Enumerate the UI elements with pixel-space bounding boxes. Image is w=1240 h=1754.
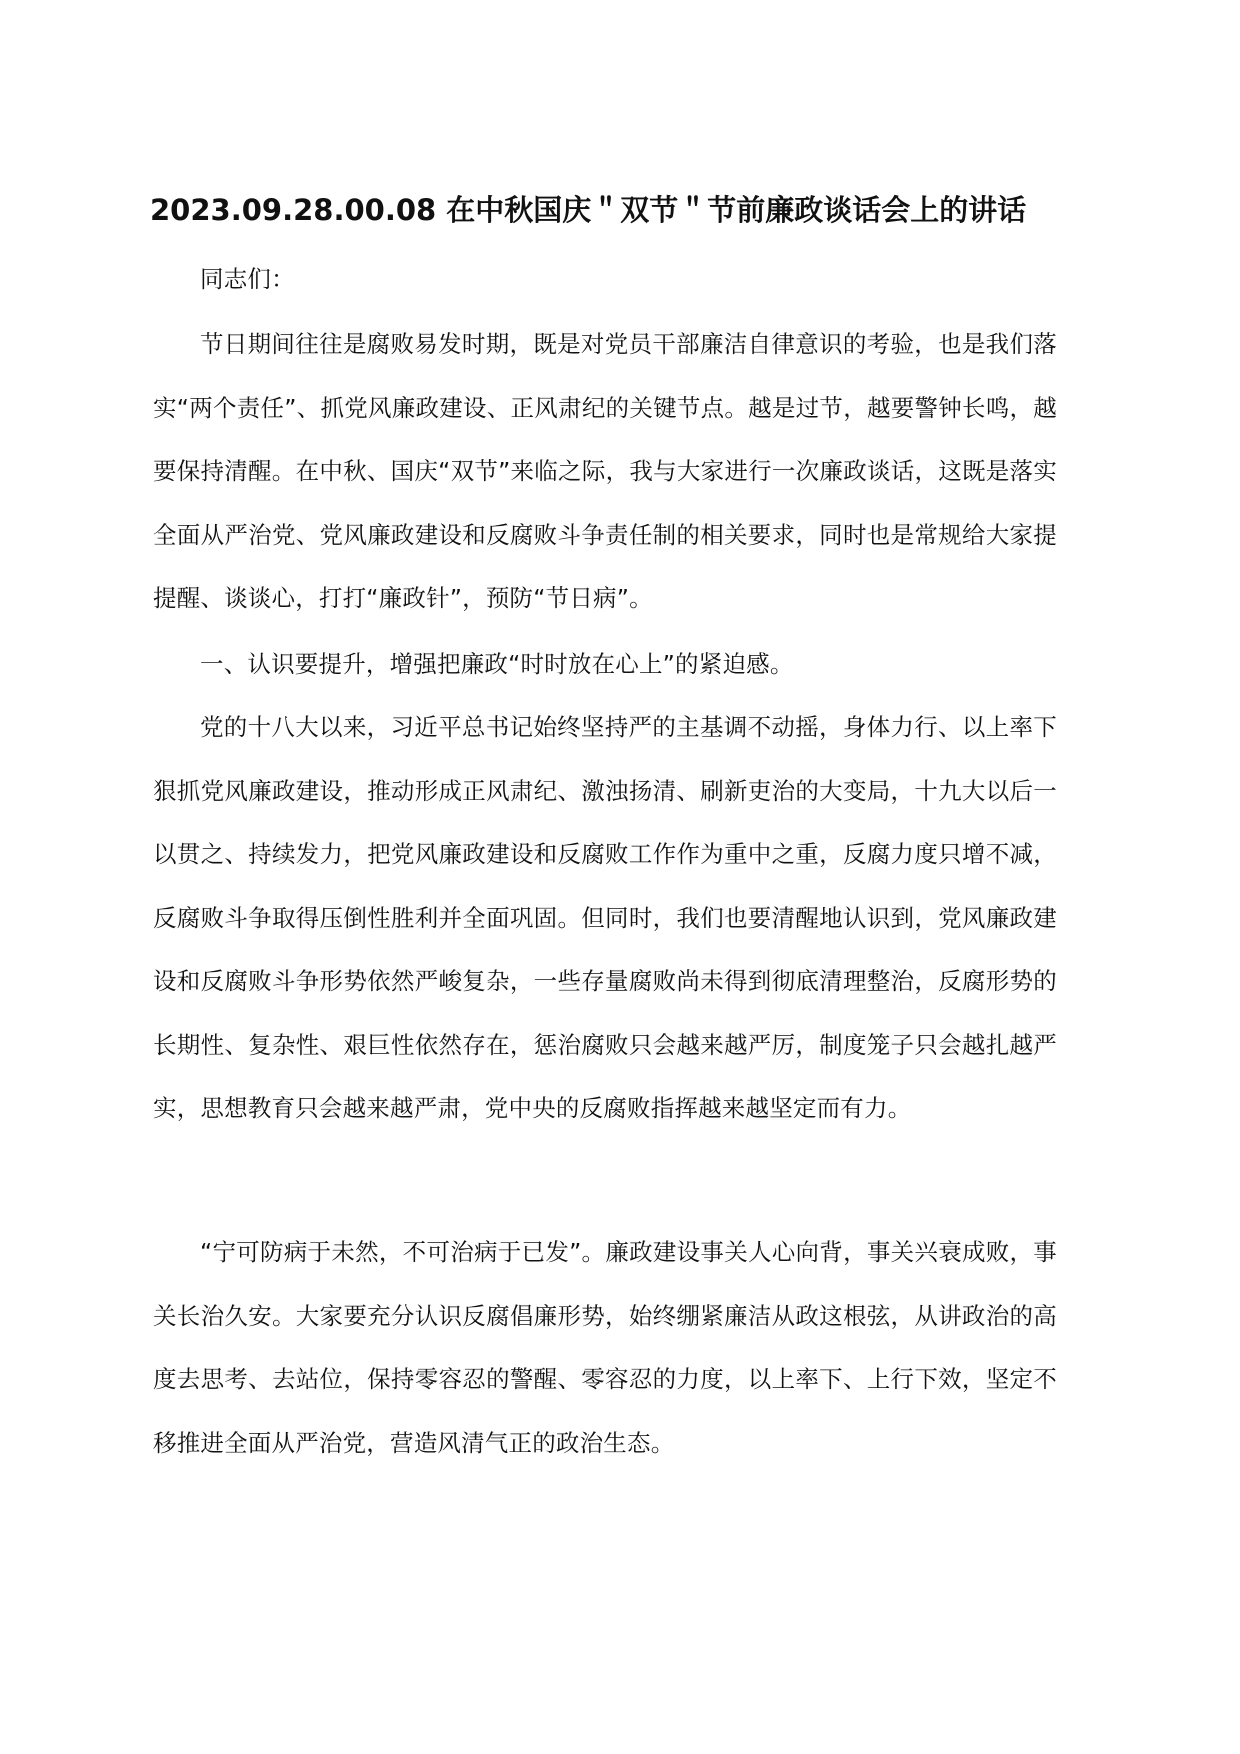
paragraph-intro: 节日期间往往是腐败易发时期，既是对党员干部廉洁自律意识的考验，也是我们落实“两个责任”、抓党风廉政建设、正风肃纪的关键节点。越是过节，越要警钟长鸣，越要保持清醒。在中秋、国庆“双节”来临之际，我与大家进行一次廉政谈话，这既是落实全面从严治党、党风廉政建设和反腐败斗争责任制的相关要求，同时也是常规给大家提提醒、谈谈心，打打“廉政针”，预防“节日病”。 — [153, 330, 1057, 612]
paragraph-section-1: 党的十八大以来，习近平总书记始终坚持严的主基调不动摇，身体力行、以上率下狠抓党风廉政建设，推动形成正风肃纪、激浊扬清、刷新吏治的大变局，十九大以后一以贯之、持续发力，把党风廉政建设和反腐败工作作为重中之重，反腐力度只增不减，反腐败斗争取得压倒性胜利并全面巩固。但同时，我们也要清醒地认识到，党风廉政建设和反腐败斗争形势依然严峻复杂，一些存量腐败尚未得到彻底清理整治，反腐形势的长期性、复杂性、艰巨性依然存在，惩治腐败只会越来越严厉，制度笼子只会越扎越严实，思想教育只会越来越严肃，党中央的反腐败指挥越来越坚定而有力。 — [153, 713, 1057, 1122]
paragraph-section-1-continued: “宁可防病于未然，不可治病于已发”。廉政建设事关人心向背，事关兴衰成败，事关长治久安。大家要充分认识反腐倡廉形势，始终绷紧廉洁从政这根弦，从讲政治的高度去思考、去站位，保持零容忍的警醒、零容忍的力度，以上率下、上行下效，坚定不移推进全面从严治党，营造风清气正的政治生态。 — [153, 1238, 1057, 1457]
salutation: 同志们： — [200, 265, 295, 293]
section-heading-1: 一、认识要提升，增强把廉政“时时放在心上”的紧迫感。 — [200, 650, 794, 678]
document-title: 2023.09.28.00.08 在中秋国庆＂双节＂节前廉政谈话会上的讲话 — [150, 193, 1027, 227]
